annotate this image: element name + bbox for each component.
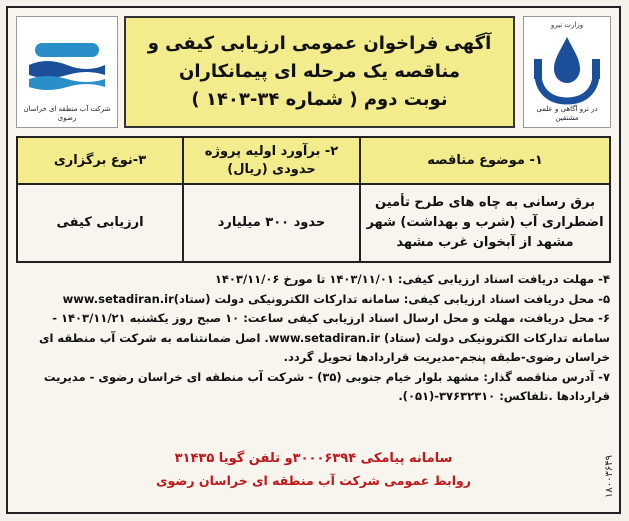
title-line-2: مناقصه یک مرحله ای پیمانکاران [178, 61, 460, 82]
list-item: ۵- محل دریافت اسناد ارزیابی کیفی: سامانه تدارکات الکترونیکی دولت (ستاد)www.setadiran.ir [62, 291, 610, 306]
list-item: ۴- مهلت دریافت اسناد ارزیابی کیفی: ۱۴۰۳/۱۱/۰۱ تا مورخ ۱۴۰۳/۱۱/۰۶ [214, 272, 610, 286]
logo-left-caption: شرکت آب منطقه ای خراسان رضوی [23, 105, 111, 122]
notice-header [16, 16, 611, 130]
ministry-logo [523, 16, 611, 128]
title-line-3: نوبت دوم ( شماره ۳۴-۱۴۰۳ ) [191, 89, 448, 110]
tender-table [16, 136, 611, 263]
water-drop-icon [524, 29, 610, 109]
table-cell-type: ارزیابی کیفی [56, 215, 144, 230]
water-waves-icon [17, 23, 117, 103]
table-header-subject: ۱- موضوع مناقصه [359, 138, 609, 185]
company-logo [16, 16, 118, 128]
footer-org: روابط عمومی شرکت آب منطقه ای خراسان رضوی [156, 473, 471, 488]
notice-items [20, 270, 610, 407]
title-line-1: آگهی فراخوان عمومی ارزیابی کیفی و [147, 33, 492, 54]
table-cell-subject: برق رسانی به چاه های طرح تأمین اضطراری آب (شرب و بهداشت) شهر مشهد از آبخوان غرب مشهد [359, 185, 609, 261]
table-header-estimate: ۲- برآورد اولیه پروژه حدودی (ریال) [182, 138, 359, 185]
notice-footer [16, 448, 611, 492]
side-code: ۱۸۰۰۳۶۴۹ [604, 455, 615, 498]
table-cell-estimate: حدود ۳۰۰ میلیارد [182, 185, 359, 261]
notice-title [124, 16, 515, 128]
logo-right-caption: وزارت نیرو [550, 21, 584, 29]
table-header-type: ۳-نوع برگزاری [18, 138, 182, 185]
list-item: ۷- آدرس مناقصه گذار: مشهد بلوار خیام جنوبی (۳۵) - شرکت آب منطقه ای خراسان رضوی - مدیریت قراردادها .تلفاکس: ۳۷۶۳۲۳۱۰-(۰۵۱). [43, 369, 610, 403]
list-item: ۶- محل دریافت، مهلت و محل ارسال اسناد ارزیابی کیفی ساعت: ۱۰ صبح روز یکشنبه ۱۴۰۳/۱۱/۲۱ - سامانه تدارکات الکترونیکی دولت (ستاد) www.setadiran.ir. اصل ضمانتنامه به شرکت آب منطقه ای خراسان رضوی-طبقه پنجم-مدیریت قراردادها تحویل گردد. [38, 311, 610, 364]
logo-right-subcaption: در ترو آگاهی و علمی مشتقین [536, 105, 598, 122]
notice-frame [6, 6, 621, 514]
footer-contact: سامانه پیامکی ۳۰۰۰۶۳۹۴و تلفن گویا ۳۱۴۳۵ [174, 451, 453, 466]
